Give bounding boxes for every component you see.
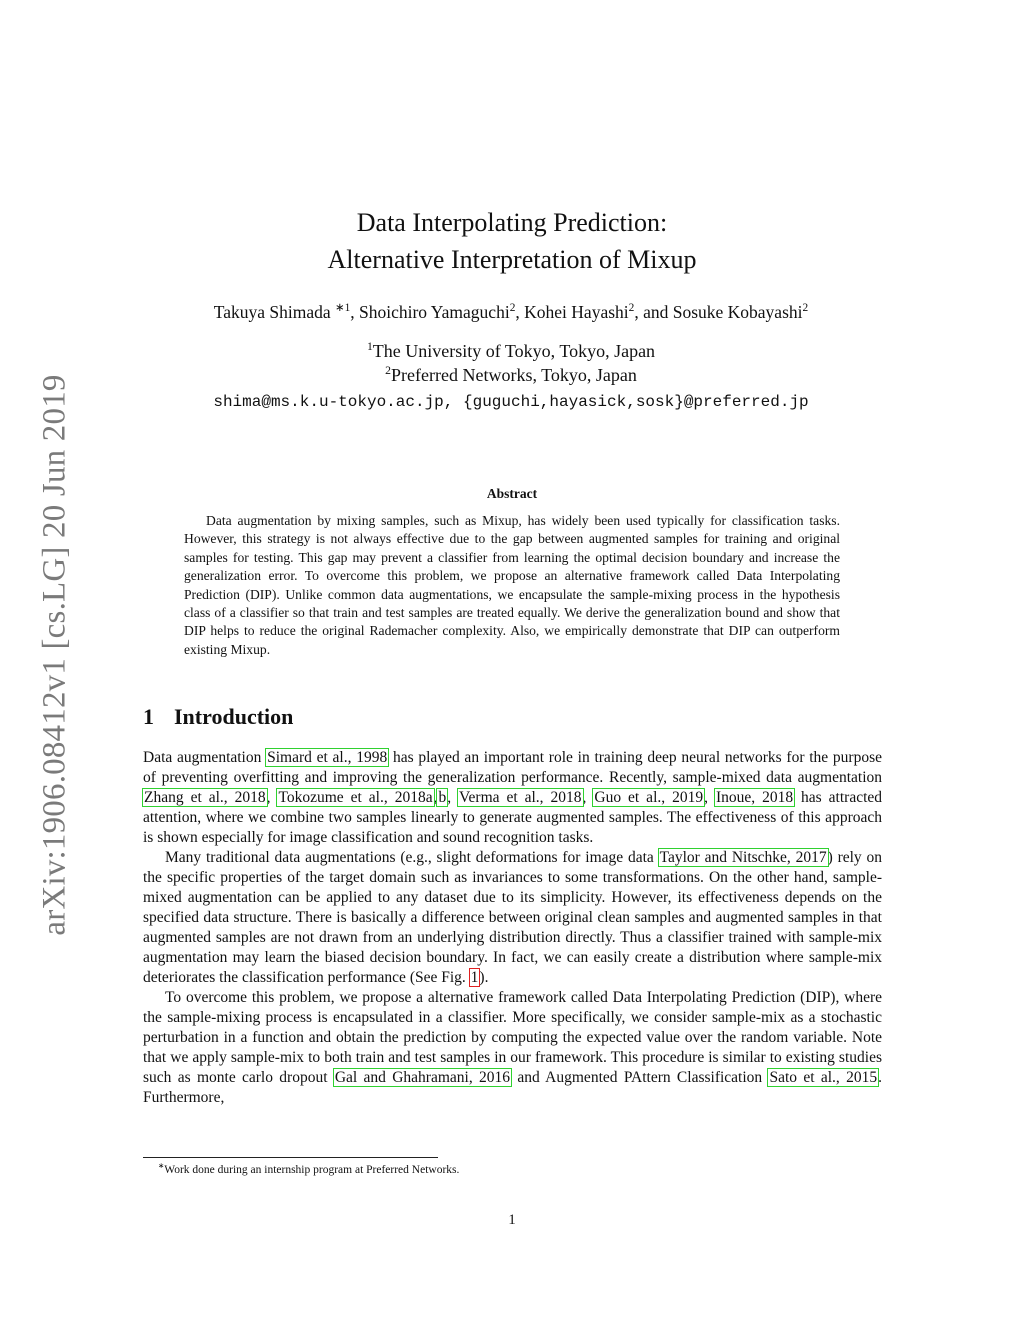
- paper-title-line-1: Data Interpolating Prediction:: [356, 208, 668, 237]
- paragraph-1: Data augmentation Simard et al., 1998 has played an important role in training deep neural networks for the purpose of preventing overfitting and improving the generalization performance. Recently, sample-mixed data augmentation Zhang et al., 2018, Tokozume et al., 2018a,b, Verma et al., 2018, Guo et al., 2019, Inoue, 2018 has attracted attention, where we combine two samples linearly to generate augmented samples. The effectiveness of this approach is shown especially for image classification and sound recognition tasks.: [143, 749, 883, 846]
- author-name: Takuya Shimada: [213, 301, 336, 322]
- author-affiliation-mark: 2: [509, 302, 516, 314]
- text-run: has attracted attention, where we combine two samples linearly to generate augmented samples. The effectiveness of this approach is shown especially for image classification and sound recognition tasks.: [143, 789, 883, 846]
- body-text: [143, 748, 882, 1108]
- abstract-text: Data augmentation by mixing samples, such as Mixup, has widely been used typically for classification tasks. However, this strategy is not always effective due to the gap between augmented samples for training and original samples for testing. This gap may prevent a classifier from learning the optimal decision boundary and increase the generalization error. To overcome this problem, we propose an alternative framework called Data Interpolating Prediction (DIP). Unlike common data augmentations, we encapsulate the sample-mixing process in the hypothesis class of a classifier so that train and test samples are treated equally. We derive the generalization bound and show that DIP helps to reduce the original Rademacher complexity. Also, we empirically demonstrate that DIP can outperform existing Mixup.: [184, 513, 840, 657]
- figure-reference-link[interactable]: 1: [470, 969, 479, 986]
- citation-link[interactable]: Zhang et al., 2018: [144, 789, 266, 806]
- text-run: ) rely on the specific properties of the target domain such as invariances to some transformations. On the other hand, sample-mixed augmentation can be applied to any dataset due to its simplicity. However, its effectiveness depends on the specified data structure. There is basically a difference between original clean samples and augmented samples in that augmented samples are not drawn from an underlying distribution directly. Thus a classifier trained with sample-mix augmentation may learn the biased decision boundary. In fact, we can easily create a distribution where sample-mix deteriorates the classification performance (See Fig.: [143, 849, 882, 986]
- citation-link[interactable]: b: [438, 789, 447, 806]
- footnote: [158, 1161, 459, 1176]
- citation-link[interactable]: Tokozume et al., 2018a: [278, 789, 433, 806]
- text-run: ).: [479, 969, 489, 986]
- author-name: , and Sosuke Kobayashi: [634, 301, 803, 322]
- author-affiliation-mark: 2: [628, 302, 635, 314]
- affiliation-text: The University of Tokyo, Tokyo, Japan: [372, 341, 656, 361]
- paragraph-2: [143, 848, 882, 988]
- footnote-text: Work done during an internship program at Preferred Networks.: [164, 1163, 460, 1176]
- arxiv-sidebar: [0, 0, 90, 1325]
- text-run: . Furthermore,: [143, 1069, 882, 1106]
- author-list: [130, 300, 892, 323]
- author-emails: [130, 390, 892, 411]
- author-affiliation-mark: 2: [802, 302, 809, 314]
- author-name: , Kohei Hayashi: [515, 301, 629, 322]
- section-title: Introduction: [174, 704, 294, 729]
- affiliation-mark: 1: [366, 340, 373, 353]
- citation-link[interactable]: Gal and Ghahramani, 2016: [334, 1069, 511, 1086]
- email-addresses: shima@ms.k.u-tokyo.ac.jp, {guguchi,hayasick,sosk}@preferred.jp: [213, 393, 809, 411]
- citation-link[interactable]: Simard et al., 1998: [267, 749, 388, 766]
- affiliation-mark: 2: [385, 364, 391, 377]
- citation-link[interactable]: Verma et al., 2018: [459, 789, 582, 806]
- text-run: has played an important role in training deep neural networks for the purpose of preventing overfitting and improving the generalization performance. Recently, sample-mixed data augmentation: [143, 749, 882, 786]
- arxiv-identifier[interactable]: arXiv:1906.08412v1 [cs.LG] 20 Jun 2019: [36, 374, 73, 936]
- paragraph-3: [143, 988, 882, 1108]
- footnote-divider: [143, 1157, 438, 1158]
- citation-link[interactable]: Taylor and Nitschke, 2017: [659, 849, 827, 866]
- text-run: Data augmentation: [143, 749, 267, 766]
- author-name: , Shoichiro Yamaguchi: [350, 301, 510, 322]
- abstract-heading: Abstract: [486, 486, 538, 501]
- text-run: Many traditional data augmentations (e.g., slight deformations for image data: [165, 849, 659, 866]
- affiliation-text: Preferred Networks, Tokyo, Japan: [391, 365, 637, 385]
- affiliation-1: [130, 340, 892, 362]
- citation-link[interactable]: Sato et al., 2015: [769, 1069, 878, 1086]
- affiliation-2: [130, 364, 892, 386]
- section-heading: [143, 704, 293, 730]
- section-number: 1: [143, 704, 154, 729]
- citation-link[interactable]: Guo et al., 2019: [594, 789, 704, 806]
- page-number: 1: [508, 1212, 516, 1228]
- text-run: and Augmented PAttern Classification: [511, 1069, 769, 1086]
- text-run: To overcome this problem, we propose a alternative framework called Data Interpolating Prediction (DIP), where the sample-mixing process is encapsulated in a classifier. More specifically, we consider sample-mix as a stochastic perturbation in a function and obtain the prediction by computing the expected value over the random variable. Note that we apply sample-mix to both train and test samples in our framework. This procedure is similar to existing studies such as monte carlo dropout: [143, 989, 882, 1086]
- paper-title-line-2: Alternative Interpretation of Mixup: [327, 245, 697, 274]
- citation-link[interactable]: Inoue, 2018: [715, 789, 794, 806]
- author-affiliation-mark: ∗1: [335, 302, 351, 314]
- footnote-mark: ∗: [158, 1161, 165, 1170]
